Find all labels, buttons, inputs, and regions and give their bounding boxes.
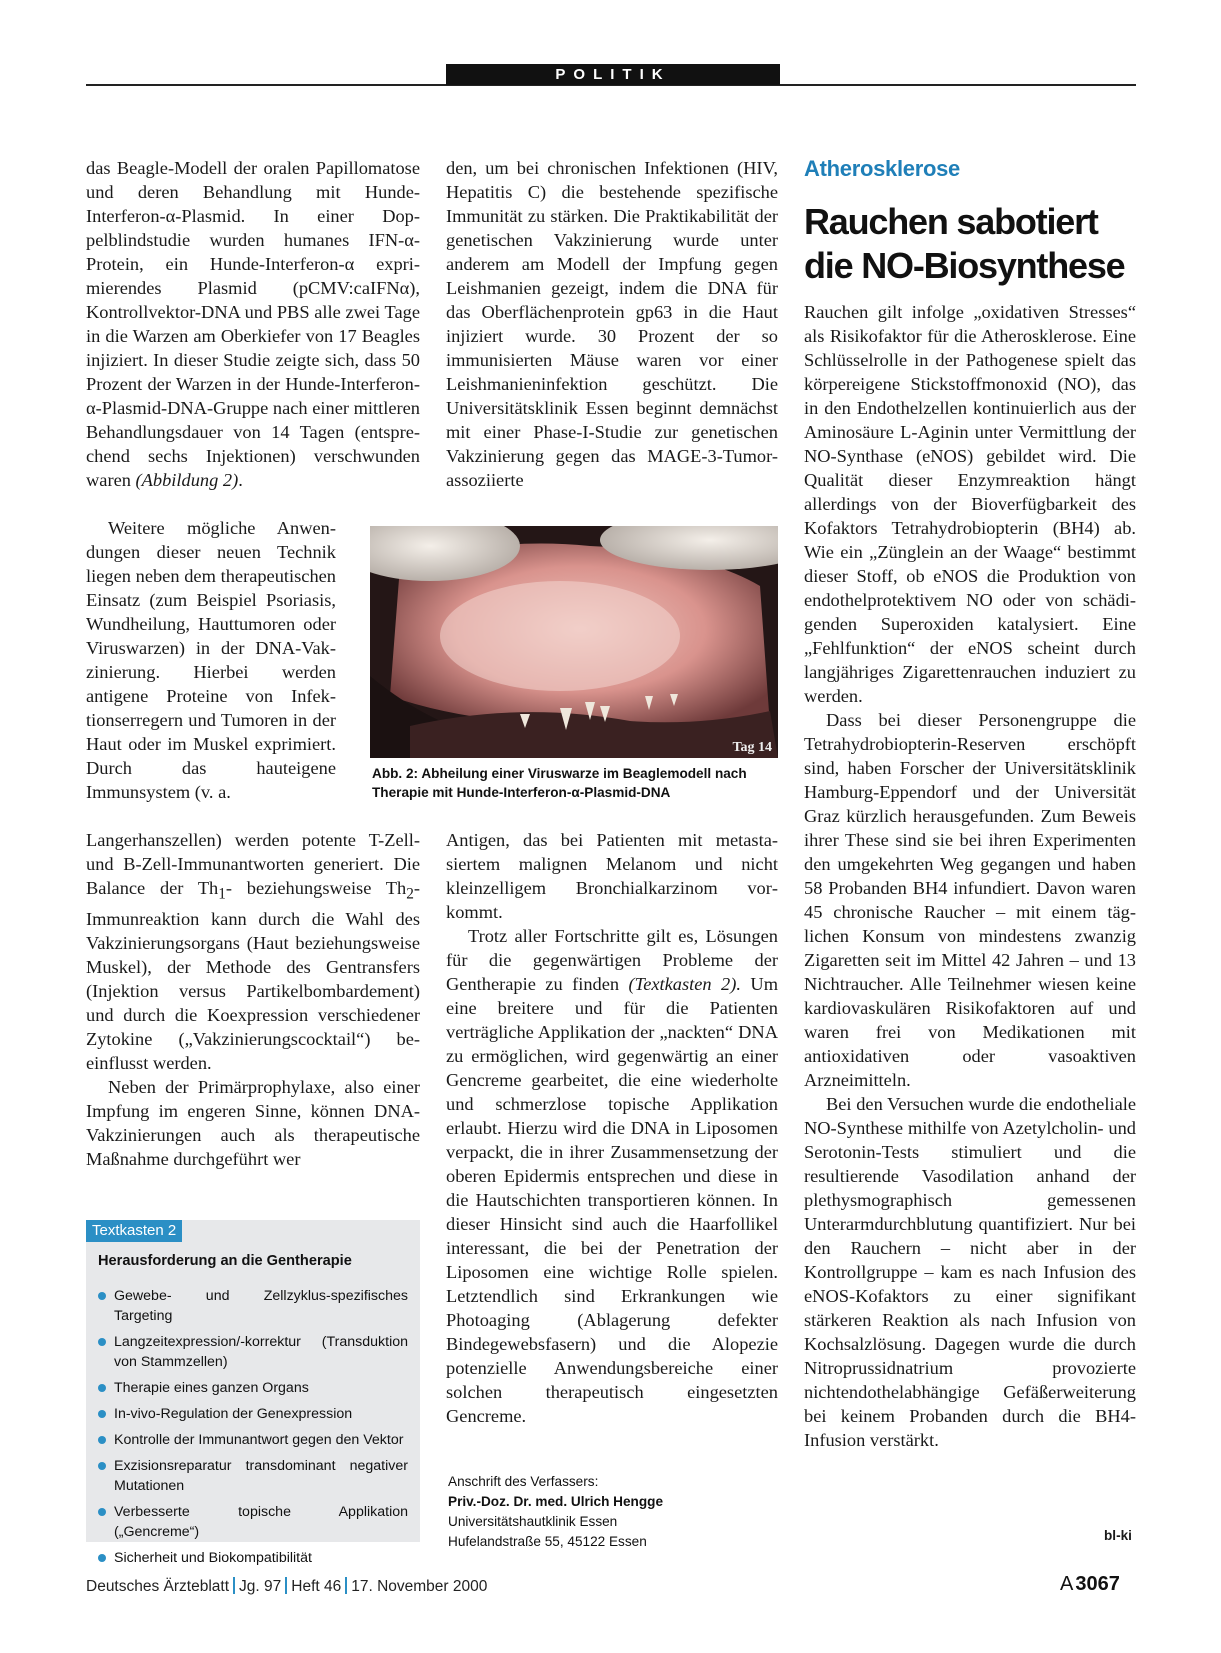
column-2-top xyxy=(446,156,778,492)
textkasten-label: Textkasten 2 xyxy=(86,1220,182,1242)
dog-mouth-photo xyxy=(370,526,778,758)
figure-reference: (Abbildung 2) xyxy=(135,470,239,490)
paragraph: Bei den Versuchen wurde die endotheliale NO-Synthese mithilfe von Azetylcholin- und Serotonin-Tests stimuliert und die resultierende Vasodilation anhand der plethysmographisch gemessenen Unterarmdurchblutung quantifiziert. Nur bei den Rauchern – nicht aber in der Kontrollgruppe – kam es nach Infusion des eNOS-Kofaktors zu einer signifikant stärkeren Reaktion als nach Infusion von Kochsalzlösung. Dagegen wurde die durch Nitroprussidnatrium provozierte nichtendothelabhängige Gefäßerweiterung bei keinem Probanden durch die BH4-Infusion verstärkt. xyxy=(804,1094,1136,1450)
author-signature: bl-ki xyxy=(1104,1528,1132,1543)
column-2-bottom xyxy=(446,828,778,1428)
list-item: Verbesserte topische Applikation („Gencreme“) xyxy=(96,1502,408,1542)
paragraph: Langerhanszellen) werden potente T-Zell- und B-Zell-Immunantworten generiert. Die Balance der $Th_1-$ beziehungsweise $Th_2$-Immunreaktion kann durch die Wahl des Vakzinierungsorgans (Haut beziehungsweise Muskel), der Methode des Gentransfers (Injektion versus Partikelbombardement) und durch die Koexpression verschiedener Zytokine („Vakzinierungscocktail“) beeinflusst werden. xyxy=(86,830,420,1073)
bullet-icon xyxy=(98,1410,106,1418)
bullet-icon xyxy=(98,1292,106,1300)
box-reference: (Textkasten 2). xyxy=(628,974,741,994)
bullet-icon xyxy=(98,1554,106,1562)
bullet-icon xyxy=(98,1462,106,1470)
figure-caption: Abb. 2: Abheilung einer Viruswarze im Beaglemodell nach Therapie mit Hunde-Interferon-α-Plasmid-DNA xyxy=(372,766,747,800)
paragraph: Trotz aller Fortschritte gilt es, Lösungen für die gegenwärtigen Probleme der Gentherapie zu finden (Textkasten 2). Um eine breitere und für die Patienten verträgliche Applikation der „nackten“ DNA zu ermöglichen, wird gegenwärtig an einer Gencreme gearbeitet, die eine wiederholte und schmerzlose topische Applikation erlaubt. Hierzu wird die DNA in Liposomen verpackt, die in ihrer Zusammensetzung der oberen Epidermis entsprechen und diese in die Hautschichten transportieren können. In dieser Hinsicht sind auch die Haarfollikel interessant, die bei der Penetration der Liposomen eine wichtige Rolle spielen. Letztendlich sind Erkrankungen wie Photoaging (Ablagerung defekter Bindegewebsfasern) und die Alopezie potenzielle Anwendungsbereiche einer solchen therapeutisch eingesetzten Gencreme. xyxy=(446,926,778,1426)
bullet-icon xyxy=(98,1338,106,1346)
figure-photo xyxy=(370,526,778,758)
list-item: Sicherheit und Biokompatibilität xyxy=(96,1548,408,1568)
photo-day-label: Tag 14 xyxy=(732,740,772,755)
issue-date: 17. November 2000 xyxy=(351,1578,488,1595)
bullet-icon xyxy=(98,1384,106,1392)
section-label: POLITIK xyxy=(446,64,780,85)
list-item: In-vivo-Regulation der Genexpression xyxy=(96,1404,408,1424)
paragraph: Dass bei dieser Personengruppe die Tetrahydrobiopterin-Reserven erschöpft sind, haben Forscher der Universitätsklinik Hamburg-Eppendorf und der Universität Graz kürzlich herausgefunden. Zum Beweis ihrer These sind sie bei ihren Experimenten den umgekehrten Weg gegangen und haben 58 Probanden BH4 infundiert. Davon waren 45 chronische Raucher – mit einem täglichen Konsum von mindestens zwanzig Zigaretten seit im Mittel 42 Jahren – und 13 Nichtraucher. Alle Teilnehmer wiesen keine kardiovaskulären Risikofaktoren auf und waren frei von Medikationen mit antioxidativen oder vasoaktiven Arzneimitteln. xyxy=(804,710,1136,1090)
list-item: Langzeitexpression/-korrektur (Transduktion von Stammzellen) xyxy=(96,1332,408,1372)
textkasten-title: Herausforderung an die Gentherapie xyxy=(98,1253,352,1269)
footer-separator xyxy=(233,1577,235,1594)
paragraph: Rauchen gilt infolge „oxidativen Stresses“ als Risikofaktor für die Atherosklerose. Eine Schlüsselrolle in der Pathogenese spielt das körpereigene Stickstoffmonoxid (NO), das in den Endothelzellen kontinuierlich aus der Aminosäure L-Aginin unter Vermittlung der NO-Synthase (eNOS) gebildet wird. Die Qualität dieser Enzymreaktion hängt allerdings von der Bioverfügbarkeit des Kofaktors Tetrahydrobiopterin (BH4) ab. Wie ein „Zünglein an der Waage“ bestimmt dieser Stoff, ob eNOS die Produktion von endothelprotektivem NO oder von schädigenden Superoxiden katalysiert. Eine „Fehlfunktion“ der eNOS scheint durch langjähriges Zigarettenrauchen induziert zu werden. xyxy=(804,302,1136,706)
author-address: Anschrift des Verfassers: Priv.-Doz. Dr. med. Ulrich Hengge Universitätshautklinik Essen Hufelandstraße 55, 45122 Essen xyxy=(448,1474,664,1549)
issue: Heft 46 xyxy=(291,1578,342,1595)
page-number: A 3067 xyxy=(1060,1573,1120,1595)
paragraph: Weitere mögliche Anwendungen dieser neuen Technik liegen neben dem therapeutischen Einsatz (zum Beispiel Psoriasis, Wundheilung, Hauttumoren oder Viruswarzen) in der DNA-Vakzinierung. Hierbei werden antigene Proteine von Infektionserregern und Tumoren in der Haut oder im Muskel exprimiert. Durch das hauteigene Immunsystem (v. a. xyxy=(86,518,336,802)
column-3 xyxy=(804,300,1136,1452)
bullet-icon xyxy=(98,1436,106,1444)
footer-separator xyxy=(345,1577,347,1594)
bullet-icon xyxy=(98,1508,106,1516)
footer-separator xyxy=(285,1577,287,1594)
paragraph: das Beagle-Modell der oralen Papillomatose und deren Behandlung mit Hunde-Interferon-α-Plasmid. In einer Doppelblindstudie wurden humanes IFN-α-Protein, ein Hunde-Interferon-α exprimierendes Plasmid (pCMV:caIFNα), Kontrollvektor-DNA und PBS alle zwei Tage in die Warzen am Oberkiefer von 17 Beagles injiziert. In dieser Studie zeigte sich, dass 50 Prozent der Warzen in der Hunde-Interferon-α-Plasmid-DNA-Gruppe nach einer mittleren Behandlungsdauer von 14 Tagen (entsprechend sechs Injektionen) verschwunden waren (Abbildung 2). xyxy=(86,158,420,490)
journal-name: Deutsches Ärzteblatt xyxy=(86,1578,230,1595)
list-item: Therapie eines ganzen Organs xyxy=(96,1378,408,1398)
textkasten-box xyxy=(86,1220,420,1566)
column-1-middle xyxy=(86,516,336,804)
list-item: Kontrolle der Immunantwort gegen den Vektor xyxy=(96,1430,408,1450)
list-item: Exzisionsreparatur transdominant negativer Mutationen xyxy=(96,1456,408,1496)
author-name: Priv.-Doz. Dr. med. Ulrich Hengge xyxy=(448,1494,664,1509)
column-1-top xyxy=(86,156,420,492)
paragraph: Antigen, das bei Patienten mit metastasiertem malignen Melanom und nicht kleinzelligem Bronchialkarzinom vorkommt. xyxy=(446,830,778,922)
column-1-bottom xyxy=(86,828,420,1171)
paragraph: den, um bei chronischen Infektionen (HIV, Hepatitis C) die bestehende spezifische Immunität zu stärken. Die Praktikabilität der genetischen Vakzinierung wurde unter anderem am Modell der Impfung gegen Leishmanien gezeigt, indem die DNA für das Oberflächenprotein gp63 in die Haut injiziert wurde. 30 Prozent der so immunisierten Mäuse waren vor einer Leishmanieninfektion geschützt. Die Universitätsklinik Essen beginnt demnächst mit einer Phase-I-Studie zur genetischen Vakzinierung gegen das MAGE-3-Tumor-assoziierte xyxy=(446,158,778,490)
paragraph: Neben der Primärprophylaxe, also einer Impfung im engeren Sinne, können DNA-Vakzinierungen auch als therapeutische Maßnahme durchgeführt wer xyxy=(86,1076,420,1169)
page-footer xyxy=(86,1577,487,1596)
article-kicker: Atherosklerose xyxy=(804,156,960,181)
list-item: Gewebe- und Zellzyklus-spezifisches Targeting xyxy=(96,1286,408,1326)
textkasten-list xyxy=(96,1286,408,1574)
volume: Jg. 97 xyxy=(239,1578,282,1595)
article-headline: Rauchen sabotiert die NO-Biosynthese xyxy=(804,201,1125,286)
